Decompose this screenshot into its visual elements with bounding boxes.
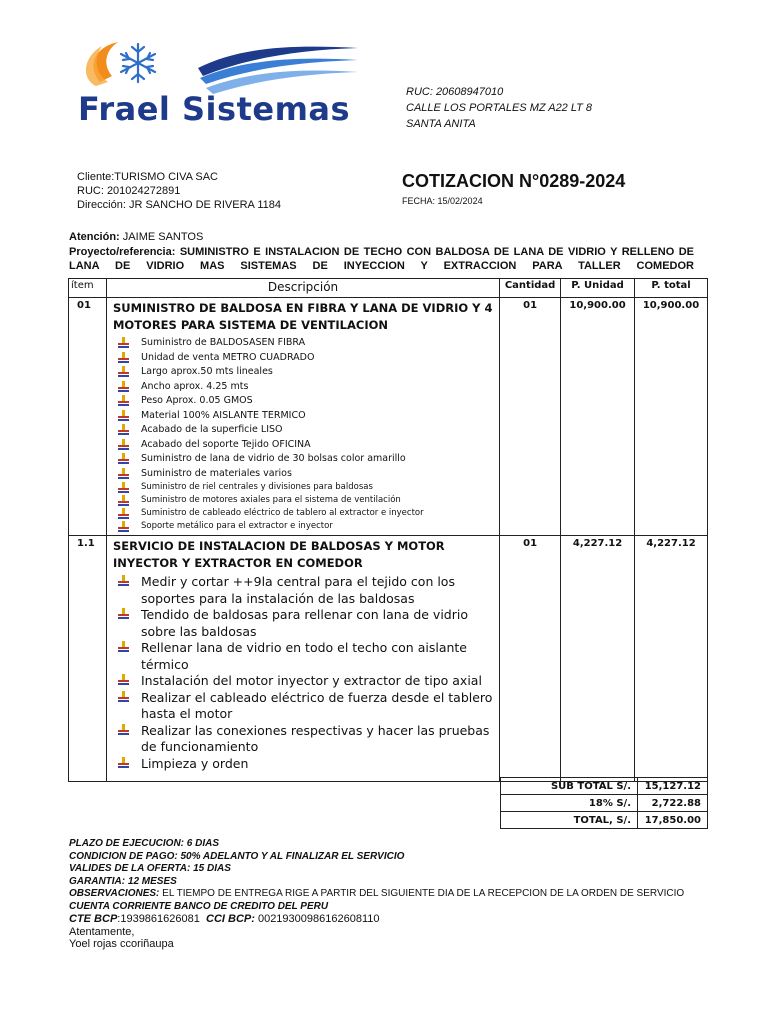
bullet-arrow-icon — [118, 410, 129, 421]
header-description: Descripción — [106, 279, 499, 298]
client-address: Dirección: JR SANCHO DE RIVERA 1184 — [77, 199, 281, 211]
cte-label: CTE BCP — [69, 913, 118, 925]
bullet-text: Ancho aprox. 4.25 mts — [140, 380, 249, 392]
bullet-arrow-icon — [118, 439, 129, 450]
bullet-text: Peso Aprox. 0.05 GMOS — [140, 395, 253, 406]
bullet-arrow-icon — [118, 352, 129, 363]
attention-value: JAIME SANTOS — [122, 231, 204, 243]
row-bullet-list-small — [137, 481, 493, 533]
project-label: Proyecto/referencia: — [69, 246, 176, 258]
tax-value: 2,722.88 — [638, 795, 708, 812]
bullet-item — [137, 336, 493, 351]
bullet-arrow-icon — [118, 395, 129, 406]
bullet-item — [137, 494, 493, 507]
bullet-text: Suministro de BALDOSASEN FIBRA — [140, 337, 306, 348]
subtotal-row — [501, 778, 708, 795]
bullet-text: Material 100% AISLANTE TERMICO — [140, 409, 306, 421]
company-address-line2: SANTA ANITA — [406, 118, 476, 130]
row-bullet-list — [137, 574, 493, 772]
header-unit-price: P. Unidad — [561, 279, 635, 298]
bullet-item — [137, 409, 493, 424]
bullet-item — [137, 723, 493, 756]
subtotal-value: 15,127.12 — [638, 778, 708, 795]
tax-label: 18% S/. — [501, 795, 638, 812]
bullet-text: Medir y cortar ++9la central para el tejido con los soportes para la instalación de las baldosas — [140, 574, 455, 606]
table-row — [69, 536, 708, 782]
bullet-arrow-icon — [118, 424, 129, 435]
row-total-price: 4,227.12 — [635, 536, 708, 782]
items-table — [68, 278, 708, 782]
quote-date-label: FECHA: — [402, 196, 436, 206]
header-quantity: Cantidad — [500, 279, 561, 298]
bullet-text: Acabado de la superficie LISO — [140, 424, 283, 435]
row-item-number: 1.1 — [69, 536, 107, 782]
bullet-item — [137, 452, 493, 467]
table-row — [69, 298, 708, 536]
bullet-text: Suministro de lana de vidrio de 30 bolsas color amarillo — [140, 453, 406, 464]
row-title: SUMINISTRO DE BALDOSA EN FIBRA Y LANA DE VIDRIO Y 4 MOTORES PARA SISTEMA DE VENTILACION — [112, 301, 493, 332]
row-bullet-list — [137, 336, 493, 481]
bullet-item — [137, 481, 493, 494]
quote-title: COTIZACION N°0289-2024 — [402, 171, 626, 191]
term-plazo: PLAZO DE EJECUCION: 6 DIAS — [69, 838, 220, 849]
bullet-item — [137, 423, 493, 438]
bullet-arrow-icon — [118, 453, 129, 464]
term-garantia: GARANTIA: 12 MESES — [69, 875, 177, 887]
row-description — [106, 536, 499, 782]
bullet-text: Soporte metálico para el extractor e inyector — [140, 521, 333, 531]
bullet-text: Realizar las conexiones respectivas y hacer las pruebas de funcionamiento — [140, 722, 490, 754]
bullet-item — [137, 756, 493, 773]
header-total-price: P. total — [635, 279, 708, 298]
bullet-item — [137, 520, 493, 533]
closing: Atentamente, — [69, 925, 135, 938]
row-title: SERVICIO DE INSTALACION DE BALDOSAS Y MOTOR INYECTOR Y EXTRACTOR EN COMEDOR — [112, 539, 445, 570]
bank-name: CUENTA CORRIENTE BANCO DE CREDITO DEL PERU — [69, 900, 329, 912]
bullet-item — [137, 394, 493, 409]
header-item: ítem — [69, 279, 107, 298]
bullet-item — [137, 467, 493, 482]
attention-line — [69, 231, 203, 243]
bullet-text: Suministro de motores axiales para el sistema de ventilación — [140, 495, 401, 505]
project-reference — [69, 245, 694, 273]
bullet-arrow-icon — [118, 674, 129, 685]
obs-value: EL TIEMPO DE ENTREGA RIGE A PARTIR DEL SIGUIENTE DIA DE LA RECEPCION DE LA ORDEN DE SERVICIO — [162, 888, 685, 899]
row-quantity: 01 — [500, 298, 561, 536]
bullet-item — [137, 507, 493, 520]
bullet-text: Instalación del motor inyector y extractor de tipo axial — [140, 673, 482, 688]
logo-emblem-icon — [78, 38, 368, 98]
table-header-row — [69, 279, 708, 298]
row-unit-price: 4,227.12 — [561, 536, 635, 782]
bullet-arrow-icon — [118, 575, 129, 586]
project-value: SUMINISTRO E INSTALACION DE TECHO CON BALDOSA DE LANA DE VIDRIO Y RELLENO DE LANA DE VIDRIO MAS SISTEMAS DE INYECCION Y EXTRACCION PARA TALLER COMEDOR — [69, 246, 694, 272]
bullet-item — [137, 574, 493, 607]
terms-section — [69, 838, 699, 951]
bullet-item — [137, 351, 493, 366]
company-info — [406, 84, 592, 132]
brand-name: Frael Sistemas — [78, 90, 351, 128]
row-description — [106, 298, 499, 536]
bullet-arrow-icon — [118, 608, 129, 619]
term-observaciones — [69, 888, 699, 901]
bullet-arrow-icon — [118, 508, 129, 519]
signer-name: Yoel rojas ccoriñaupa — [69, 938, 174, 950]
total-value: 17,850.00 — [638, 812, 708, 829]
bullet-arrow-icon — [118, 337, 129, 348]
quote-date-value: 15/02/2024 — [437, 196, 483, 206]
bullet-arrow-icon — [118, 366, 129, 377]
bullet-item — [137, 640, 493, 673]
bullet-arrow-icon — [118, 691, 129, 702]
bullet-arrow-icon — [118, 381, 129, 392]
bullet-text: Suministro de cableado eléctrico de tablero al extractor e inyector — [140, 508, 424, 518]
attention-label: Atención: — [69, 231, 120, 243]
bullet-item — [137, 438, 493, 453]
term-condicion: CONDICION DE PAGO: 50% ADELANTO Y AL FINALIZAR EL SERVICIO — [69, 850, 405, 862]
client-name: Cliente:TURISMO CIVA SAC — [77, 171, 218, 183]
total-row — [501, 812, 708, 829]
quote-date — [402, 196, 483, 206]
client-info — [77, 170, 281, 212]
row-quantity: 01 — [500, 536, 561, 782]
term-validez: VALIDES DE LA OFERTA: 15 DIAS — [69, 863, 231, 874]
bullet-arrow-icon — [118, 495, 129, 506]
bullet-text: Largo aprox.50 mts lineales — [140, 366, 273, 377]
row-item-number: 01 — [69, 298, 107, 536]
client-ruc: RUC: 201024272891 — [77, 185, 181, 197]
bullet-arrow-icon — [118, 521, 129, 532]
bullet-text: Limpieza y orden — [140, 755, 249, 771]
bullet-text: Unidad de venta METRO CUADRADO — [140, 351, 315, 363]
row-unit-price: 10,900.00 — [561, 298, 635, 536]
bullet-text: Suministro de materiales varios — [140, 467, 292, 479]
company-ruc: RUC: 20608947010 — [406, 86, 504, 98]
bullet-arrow-icon — [118, 757, 129, 768]
company-logo — [78, 38, 368, 128]
cci-label: CCI BCP: — [206, 913, 255, 925]
bullet-text: Realizar el cableado eléctrico de fuerza desde el tablero hasta el motor — [140, 689, 493, 721]
bank-accounts — [69, 913, 699, 926]
bullet-arrow-icon — [118, 641, 129, 652]
bullet-item — [137, 365, 493, 380]
cte-value: :1939861626081 — [117, 913, 200, 925]
bullet-arrow-icon — [118, 468, 129, 479]
total-label: TOTAL, S/. — [501, 812, 638, 829]
bullet-arrow-icon — [118, 482, 129, 493]
bullet-item — [137, 673, 493, 690]
bullet-text: Acabado del soporte Tejido OFICINA — [140, 438, 311, 450]
bullet-item — [137, 380, 493, 395]
bullet-item — [137, 607, 493, 640]
bullet-text: Tendido de baldosas para rellenar con lana de vidrio sobre las baldosas — [140, 607, 468, 639]
bullet-text: Suministro de riel centrales y divisiones para baldosas — [140, 482, 373, 492]
bullet-text: Rellenar lana de vidrio en todo el techo con aislante térmico — [140, 640, 467, 672]
totals-table — [500, 777, 708, 829]
bullet-item — [137, 690, 493, 723]
company-address-line1: CALLE LOS PORTALES MZ A22 LT 8 — [406, 102, 593, 114]
obs-label: OBSERVACIONES: — [69, 888, 160, 899]
tax-row — [501, 795, 708, 812]
bullet-arrow-icon — [118, 724, 129, 735]
subtotal-label: SUB TOTAL S/. — [501, 778, 638, 795]
row-total-price: 10,900.00 — [635, 298, 708, 536]
cci-value: 00219300986162608110 — [257, 913, 380, 925]
